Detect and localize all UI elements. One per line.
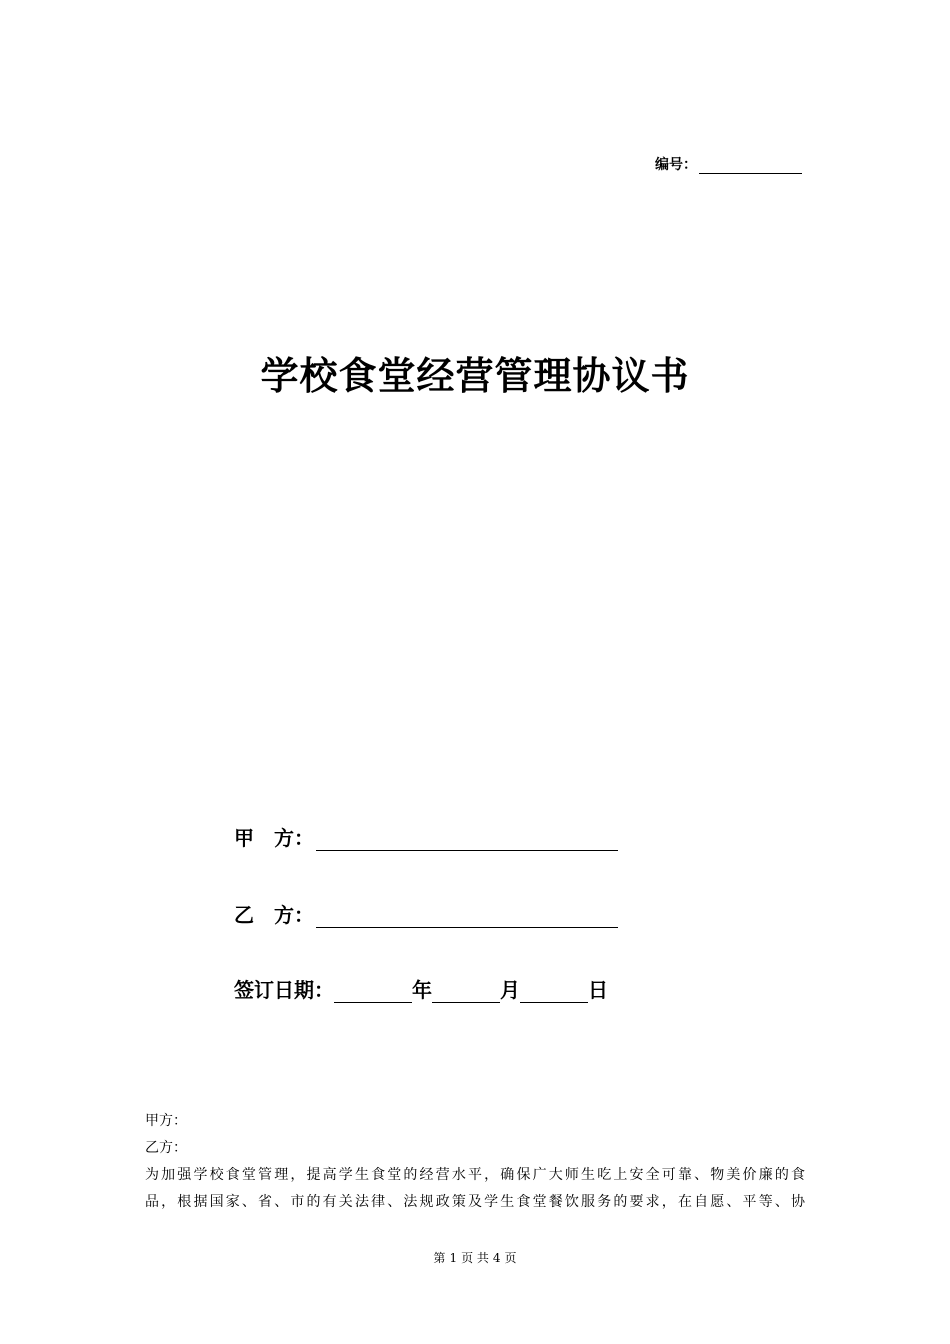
page-mid: 页 共 — [461, 1251, 489, 1265]
year-blank — [334, 980, 412, 1003]
page-current: 1 — [449, 1251, 458, 1265]
body-party-a: 甲方： — [145, 1113, 187, 1129]
month-blank — [432, 980, 500, 1003]
document-number-field — [655, 154, 802, 174]
page-prefix: 第 — [433, 1251, 446, 1265]
day-label: 日 — [588, 978, 608, 1002]
party-a-label: 甲 方： — [234, 826, 314, 850]
body-paragraph-line: 为加强学校食堂管理，提高学生食堂的经营水平，确保广大师生吃上安全可靠、物美价廉的食 — [145, 1167, 805, 1183]
contract-body — [145, 1108, 805, 1216]
page-suffix: 页 — [504, 1251, 517, 1265]
body-paragraph-line: 品，根据国家、省、市的有关法律、法规政策及学生食堂餐饮服务的要求，在自愿、平等、协 — [145, 1194, 805, 1210]
party-b-blank — [316, 905, 618, 928]
page-footer — [0, 1249, 950, 1266]
year-label: 年 — [412, 978, 432, 1002]
document-title: 学校食堂经营管理协议书 — [260, 353, 690, 398]
document-number-blank — [699, 159, 802, 174]
party-b-label: 乙 方： — [234, 903, 314, 927]
party-a-field — [234, 822, 618, 851]
page-total: 4 — [492, 1251, 501, 1265]
body-party-b: 乙方： — [145, 1140, 187, 1156]
sign-date-field — [234, 974, 608, 1003]
party-b-field — [234, 899, 618, 928]
document-number-label: 编号： — [655, 157, 697, 173]
party-a-blank — [316, 828, 618, 851]
sign-date-label: 签订日期： — [234, 978, 334, 1002]
month-label: 月 — [500, 978, 520, 1002]
day-blank — [520, 980, 588, 1003]
